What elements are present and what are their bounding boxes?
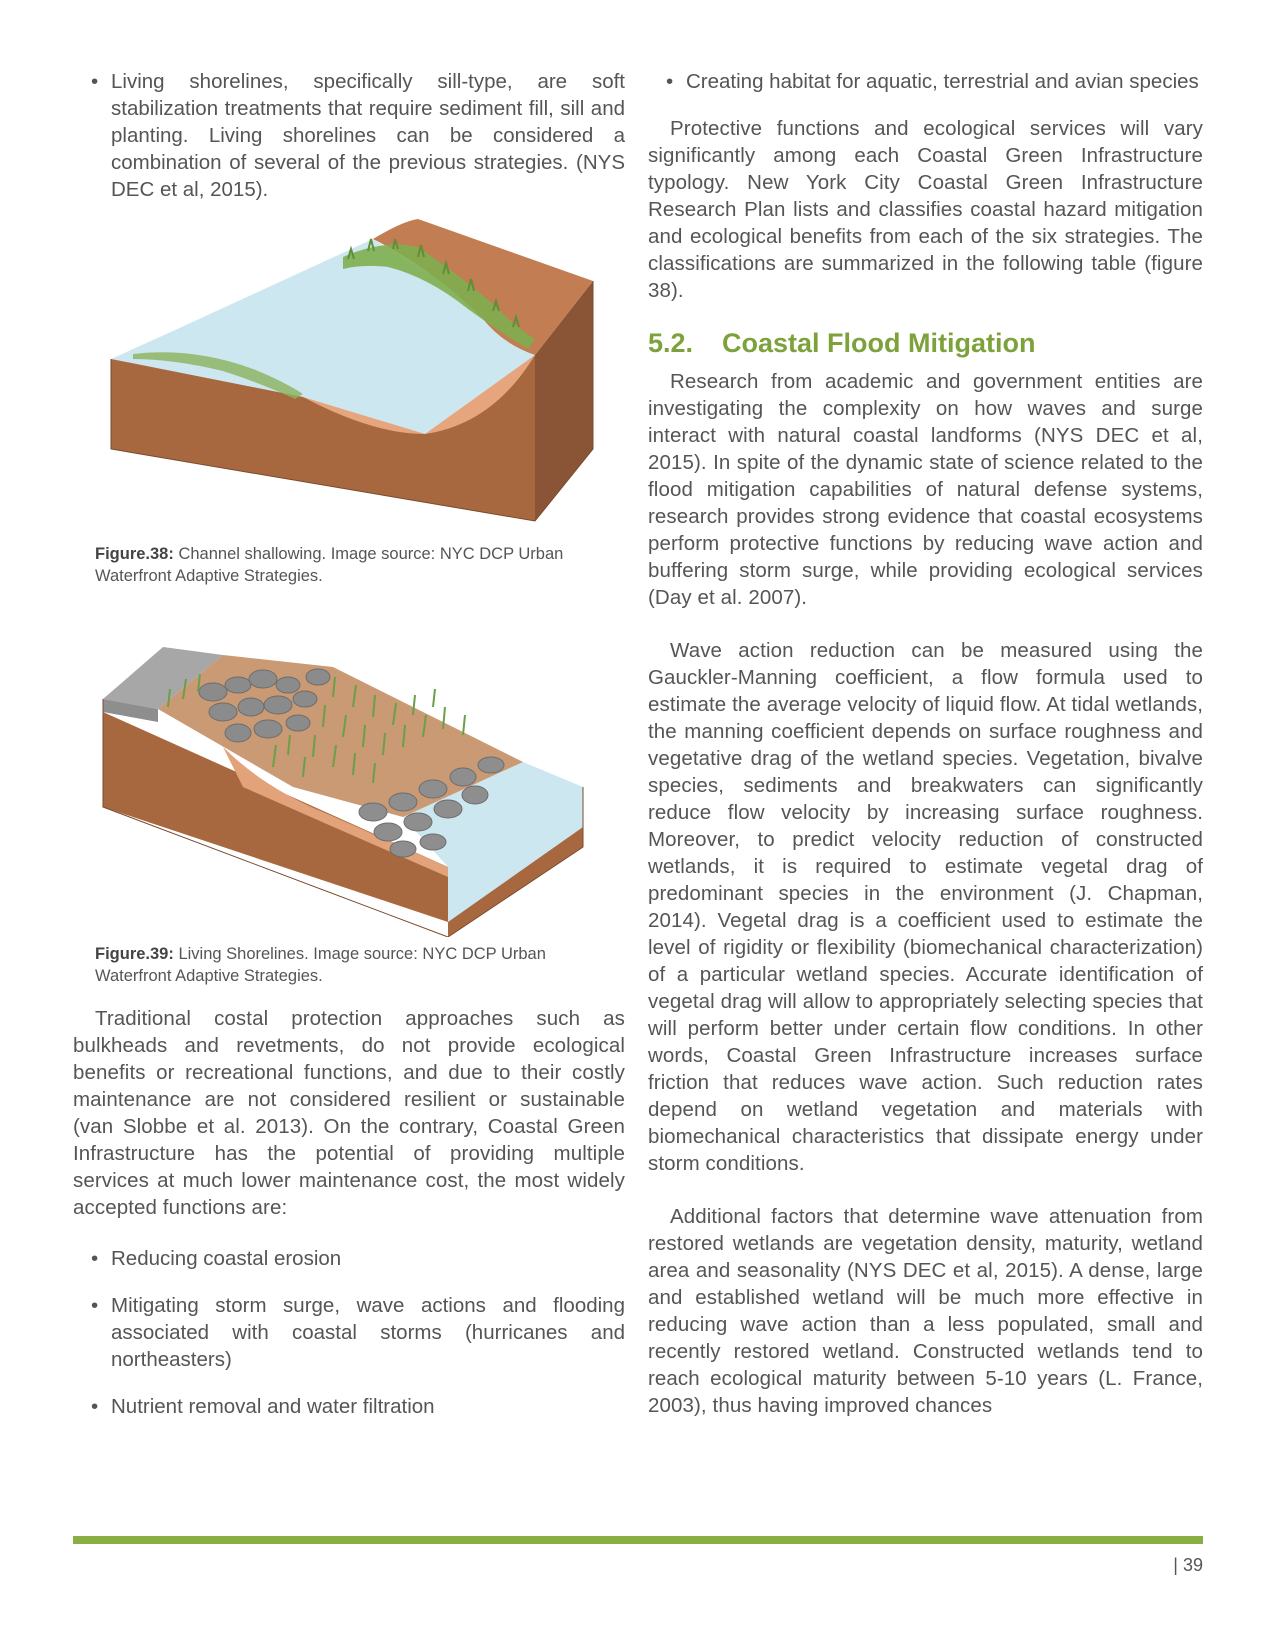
research-paragraph: Research from academic and government entities are investigating the complexity on how waves and surge interact with natural coastal landforms (NYS DEC et al, 2015). In spite of the dynamic state of science related to the flood mitigation capabilities of natural defense systems, research provides strong evidence that coastal ecosystems perform protective functions by reducing wave action and buffering storm surge, while providing ecological services (Day et al. 2007). [648,370,1203,609]
section-heading [648,326,1203,360]
figure-39-label: Figure.39: [95,945,174,963]
bullet-item: • Mitigating storm surge, wave actions and flooding associated with coastal storms (hurricanes and northeasters) [73,1292,625,1373]
wave-action-paragraph: Wave action reduction can be measured using the Gauckler-Manning coefficient, a flow formula used to estimate the average velocity of liquid flow. At tidal wetlands, the manning coefficient depends on surface roughness and vegetative drag of the wetland species. Vegetation, bivalve species, sediments and breakwaters can significantly reduce flow velocity by increasing surface roughness. Moreover, to predict velocity reduction of constructed wetlands, it is required to estimate vegetal drag of predominant species in the environment (J. Chapman, 2014). Vegetal drag is a coefficient used to estimate the level of rigidity or flexibility (biomechanical characterization) of a particular wetland species. Accurate identification of vegetal drag will allow to appropriately selecting species that will perform better under certain flow conditions. In other words, Coastal Green Infrastructure increases surface friction that reduces wave action. Such reduction rates depend on wetland vegetation and materials with biomechanical characteristics that dissipate energy under storm conditions. [648,639,1203,1175]
bullet-living-shorelines: • Living shorelines, specifically sill-type, are soft stabilization treatments that require sediment fill, sill and planting. Living shorelines can be considered a combination of several of the previous strategies. (NYS DEC et al, 2015). [73,68,625,203]
section-title: Coastal Flood Mitigation [722,328,1036,358]
figure-38-illustration [73,219,625,529]
habitat-bullet-list [648,68,1203,95]
figure-38-caption [73,543,625,587]
bullet-item: • Nutrient removal and water filtration [73,1393,625,1420]
protective-functions-paragraph: Protective functions and ecological services will vary significantly among each Coastal Green Infrastructure typology. New York City Coastal Green Infrastructure Research Plan lists and classifies coastal hazard mitigation and ecological benefits from each of the six strategies. The classifications are summarized in the following table (figure 38). [648,117,1203,302]
channel-shallowing-diagram [73,219,625,529]
footer-rule [73,1536,1203,1544]
bullet-creating-habitat: • Creating habitat for aquatic, terrestrial and avian species [648,68,1203,95]
figure-39-illustration [73,637,625,937]
living-shorelines-bullet-list [73,68,625,203]
page-number: | 39 [1173,1555,1203,1575]
figure-38-label: Figure.38: [95,545,174,563]
figure-39-caption [73,943,625,987]
bullet-item: • Reducing coastal erosion [73,1245,625,1272]
figure-38-text: Channel shallowing. Image source: NYC DCP Urban Waterfront Adaptive Strategies. [95,545,564,585]
left-column [73,68,625,1440]
right-column [648,68,1203,1419]
functions-bullet-list [73,1245,625,1420]
figure-39-text: Living Shorelines. Image source: NYC DCP Urban Waterfront Adaptive Strategies. [95,945,546,985]
section-number: 5.2. [648,328,694,358]
traditional-protection-paragraph: Traditional costal protection approaches such as bulkheads and revetments, do not provide ecological benefits or recreational functions, and due to their costly maintenance are not considered resilient or sustainable (van Slobbe et al. 2013). On the contrary, Coastal Green Infrastructure has the potential of providing multiple services at much lower maintenance cost, the most widely accepted functions are: [73,1007,625,1219]
living-shorelines-diagram [73,637,625,937]
additional-factors-paragraph: Additional factors that determine wave attenuation from restored wetlands are vegetation density, maturity, wetland area and seasonality (NYS DEC et al, 2015). A dense, large and established wetland will be much more effective in reducing wave action than a less populated, small and recently restored wetland. Constructed wetlands tend to reach ecological maturity between 5-10 years (L. France, 2003), thus having improved chances [648,1205,1203,1417]
